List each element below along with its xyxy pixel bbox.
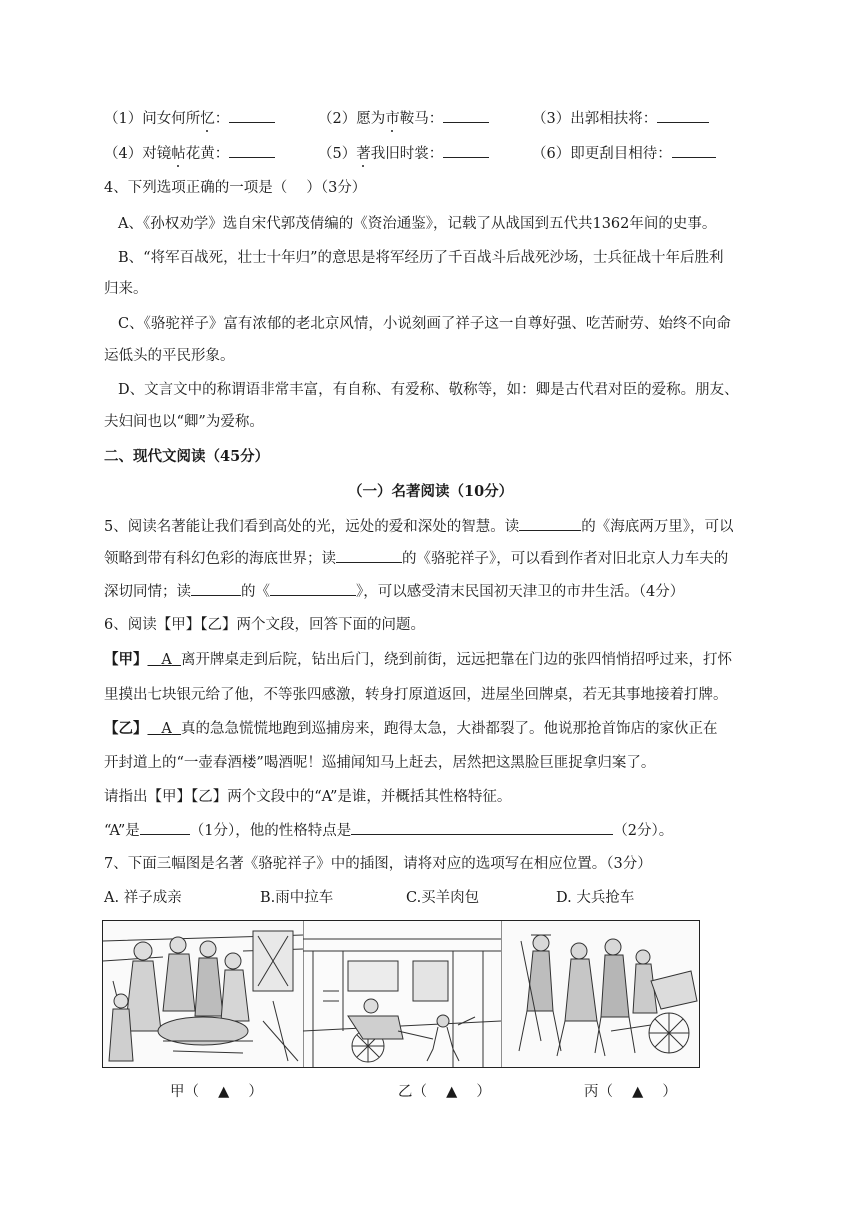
answer-blank[interactable] — [191, 581, 241, 596]
illustration-rickshaw-street — [303, 921, 501, 1067]
q4-option-d-line2: 夫妇间也以“卿”为爱称。 — [104, 414, 264, 430]
q4-stem: 4、下列选项正确的一项是（ ）（3分） — [104, 180, 367, 196]
answer-blank[interactable] — [657, 108, 709, 123]
answer-blank[interactable] — [270, 581, 356, 596]
answer-blank[interactable] — [672, 143, 716, 158]
q6-question: 请指出【甲】【乙】两个文段中的“A”是谁，并概括其性格特征。 — [104, 789, 512, 805]
q7-stem: 7、下面三幅图是名著《骆驼祥子》中的插图，请将对应的选项写在相应位置。（3分） — [104, 856, 652, 872]
answer-blank[interactable] — [443, 108, 489, 123]
q5-line3: 深切同情；读 的《 》，可以感受清末民国初天津卫的市井生活。（4分） — [104, 581, 684, 602]
q6-yi-line1: 【乙】 A 真的急急慌慌地跑到巡捕房来，跑得太急，大褂都裂了。他说那抢首饰店的家伙正在 — [104, 720, 718, 737]
q6-yi-line2: 开封道上的“一壶春酒楼”喝酒呢！巡捕闻知马上赶去，居然把这黑脸巨匪捉拿归案了。 — [104, 755, 656, 771]
q7-option-b: B.雨中拉车 — [260, 890, 334, 906]
q5-line1: 5、阅读名著能让我们看到高处的光，远处的爱和深处的智慧。读 的《海底两万里》，可以 — [104, 516, 733, 537]
answer-blank[interactable] — [519, 516, 581, 531]
answer-blank[interactable] — [336, 548, 402, 563]
caption-bing: 丙（ ▲ ） — [584, 1084, 677, 1100]
section-title: 二、现代文阅读（45分） — [104, 448, 270, 465]
caption-yi: 乙（ ▲ ） — [398, 1084, 491, 1100]
q4-option-b-line1: B、“将军百战死，壮士十年归”的意思是将军经历了千百战斗后战死沙场，士兵征战十年后胜利 — [118, 250, 724, 266]
q3-item-1: （1）问女何所忆： — [104, 108, 275, 129]
q3-item-2: （2）愿为市鞍马： — [318, 108, 489, 129]
q7-option-d: D. 大兵抢车 — [556, 890, 635, 906]
q7-option-c: C.买羊肉包 — [406, 890, 480, 906]
q3-item-4: （4）对镜帖花黄： — [104, 143, 275, 164]
illustration-wedding-scene — [103, 921, 303, 1067]
q4-option-c-line2: 运低头的平民形象。 — [104, 348, 235, 364]
q6-answer-line: “A”是 （1分），他的性格特点是 （2分）。 — [104, 820, 673, 841]
q4-option-b-line2: 归来。 — [104, 281, 148, 297]
caption-jia: 甲（ ▲ ） — [170, 1084, 263, 1100]
q3-item-6: （6）即更刮目相待： — [532, 143, 716, 164]
answer-blank[interactable] — [229, 143, 275, 158]
q6-jia-line1: 【甲】 A 离开牌桌走到后院，钻出后门，绕到前街，远远把靠在门边的张四悄悄招呼过来，打怀 — [104, 651, 733, 668]
q7-option-a: A. 祥子成亲 — [104, 890, 182, 906]
novel-illustrations — [102, 920, 700, 1068]
q6-jia-line2: 里摸出七块银元给了他，不等张四感激，转身打原道返回，进屋坐回牌桌，若无其事地接着打牌。 — [104, 687, 728, 703]
q4-option-c-line1: C、《骆驼祥子》富有浓郁的老北京风情，小说刻画了祥子这一自尊好强、吃苦耐劳、始终不向命 — [118, 316, 731, 332]
q6-stem: 6、阅读【甲】【乙】两个文段，回答下面的问题。 — [104, 617, 425, 633]
q3-item-3: （3）出郭相扶将： — [532, 108, 709, 129]
q3-item-5: （5）著我旧时裳： — [318, 143, 489, 164]
illustration-soldiers-seize-rickshaw — [501, 921, 699, 1067]
q5-line2: 领略到带有科幻色彩的海底世界；读 的《骆驼祥子》，可以看到作者对旧北京人力车夫的 — [104, 548, 728, 569]
answer-blank[interactable] — [229, 108, 275, 123]
answer-blank[interactable] — [443, 143, 489, 158]
subsection-title: （一）名著阅读（10分） — [348, 483, 514, 500]
q4-option-a: A、《孙权劝学》选自宋代郭茂倩编的《资治通鉴》，记载了从战国到五代共1362年间的史事。 — [118, 216, 717, 232]
q4-option-d-line1: D、文言文中的称谓语非常丰富，有自称、有爱称、敬称等，如：卿是古代君对臣的爱称。朋友、 — [118, 382, 739, 398]
answer-blank[interactable] — [140, 820, 190, 835]
answer-blank[interactable] — [351, 820, 613, 835]
